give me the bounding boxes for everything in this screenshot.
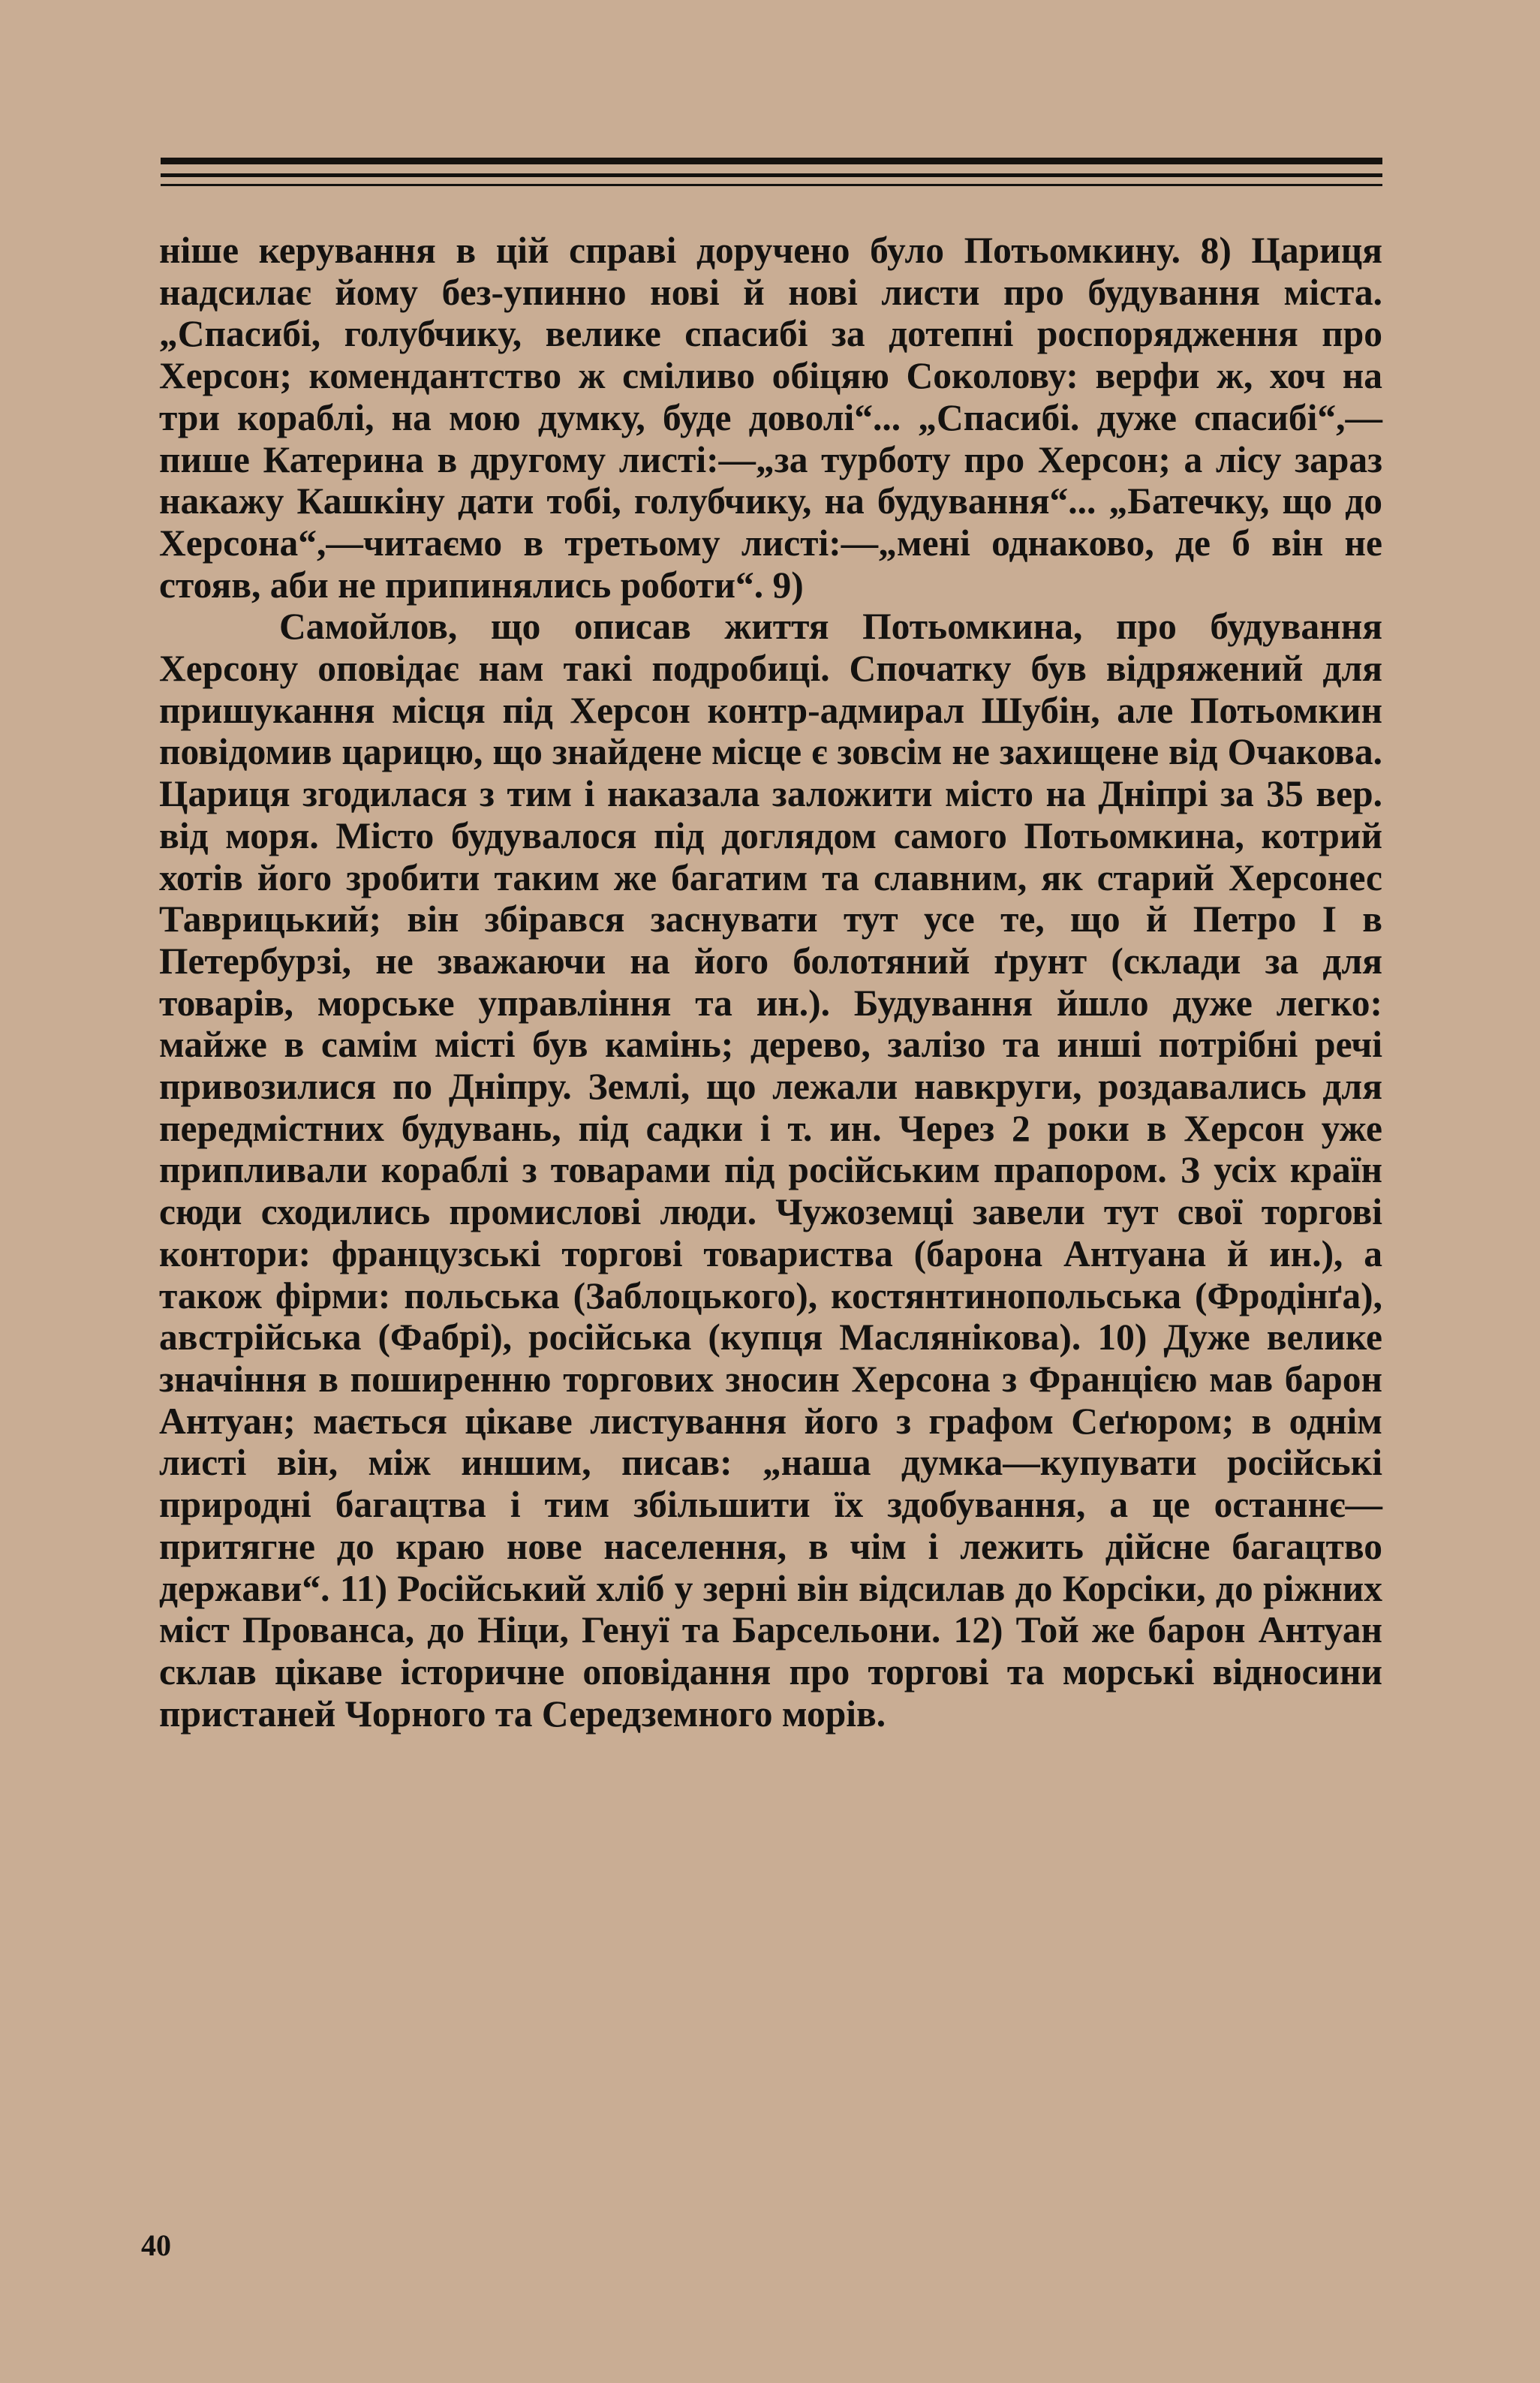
page-number: 40 [141,2228,171,2262]
body-text [159,230,1382,1735]
header-rule-top [161,158,1382,164]
header-rule-middle [161,173,1382,177]
paragraph-2: Самойлов, що описав життя Потьомкина, про будування Херсону оповідає нам такі подробиці. Спочатку був відряжений для пришукання місця під Херсон контр-адмирал Шубін, але Потьомкин повідомив царицю, що знайдене місце є зовсім не захищене від Очакова. Цариця згодилася з тим і наказала заложити місто на Дніпрі за 35 вер. від моря. Місто будувалося під доглядом самого Потьомкина, котрий хотів його зробити таким же багатим та славним, як старий Херсонес Таврицький; він збірався заснувати тут усе те, що й Петро I в Петербурзі, не зважаючи на його болотяний ґрунт (склади за для товарів, морське управління та ин.). Будування йшло дуже легко: майже в самім місті був камінь; дерево, залізо та инші потрібні речі привозилися по Дніпру. Землі, що лежали навкруги, роздавались для передмістних будувань, під садки і т. ин. Через 2 роки в Херсон уже припливали кораблі з товарами під російським прапором. З усіх країн сюди сходились промислові люди. Чужоземці завели тут свої торгові контори: французські торгові товариства (барона Антуана й ин.), а також фірми: польська (Заблоцького), костянтинопольська (Фродінґа), австрійська (Фабрі), російська (купця Маслянікова). 10) Дуже велике значіння в поширенню торгових зносин Херсона з Францією мав барон Антуан; мається цікаве листування його з графом Сеґюром; в однім листі він, між иншим, писав: „наша думка—купувати російські природні багацтва і тим збільшити їх здобування, а це останнє—притягне до краю нове населення, в чім і лежить дійсне багацтво держави“. 11) Російський хліб у зерні він відсилав до Корсіки, до ріжних міст Прованса, до Ніци, Генуї та Барсельони. 12) Той же барон Антуан склав цікаве історичне оповідання про торгові та морські відносини пристаней Чорного та Середземного морів. [159,606,1382,1735]
paragraph-1: ніше керування в цій справі доручено було Потьомкину. 8) Цариця надсилає йому без-упинно нові й нові листи про будування міста. „Спасибі, голубчику, велике спасибі за дотепні роспорядження про Херсон; комендантство ж сміливо обіцяю Соколову: верфи ж, хоч на три кораблі, на мою думку, буде доволі“... „Спасибі. дуже спасибі“,—пише Катерина в другому листі:—„за турботу про Херсон; а лісу зараз накажу Кашкіну дати тобі, голубчику, на будування“... „Батечку, що до Херсона“,—читаємо в третьому листі:—„мені однаково, де б він не стояв, аби не припинялись роботи“. 9) [159,230,1382,606]
header-rule-bottom [161,184,1382,186]
